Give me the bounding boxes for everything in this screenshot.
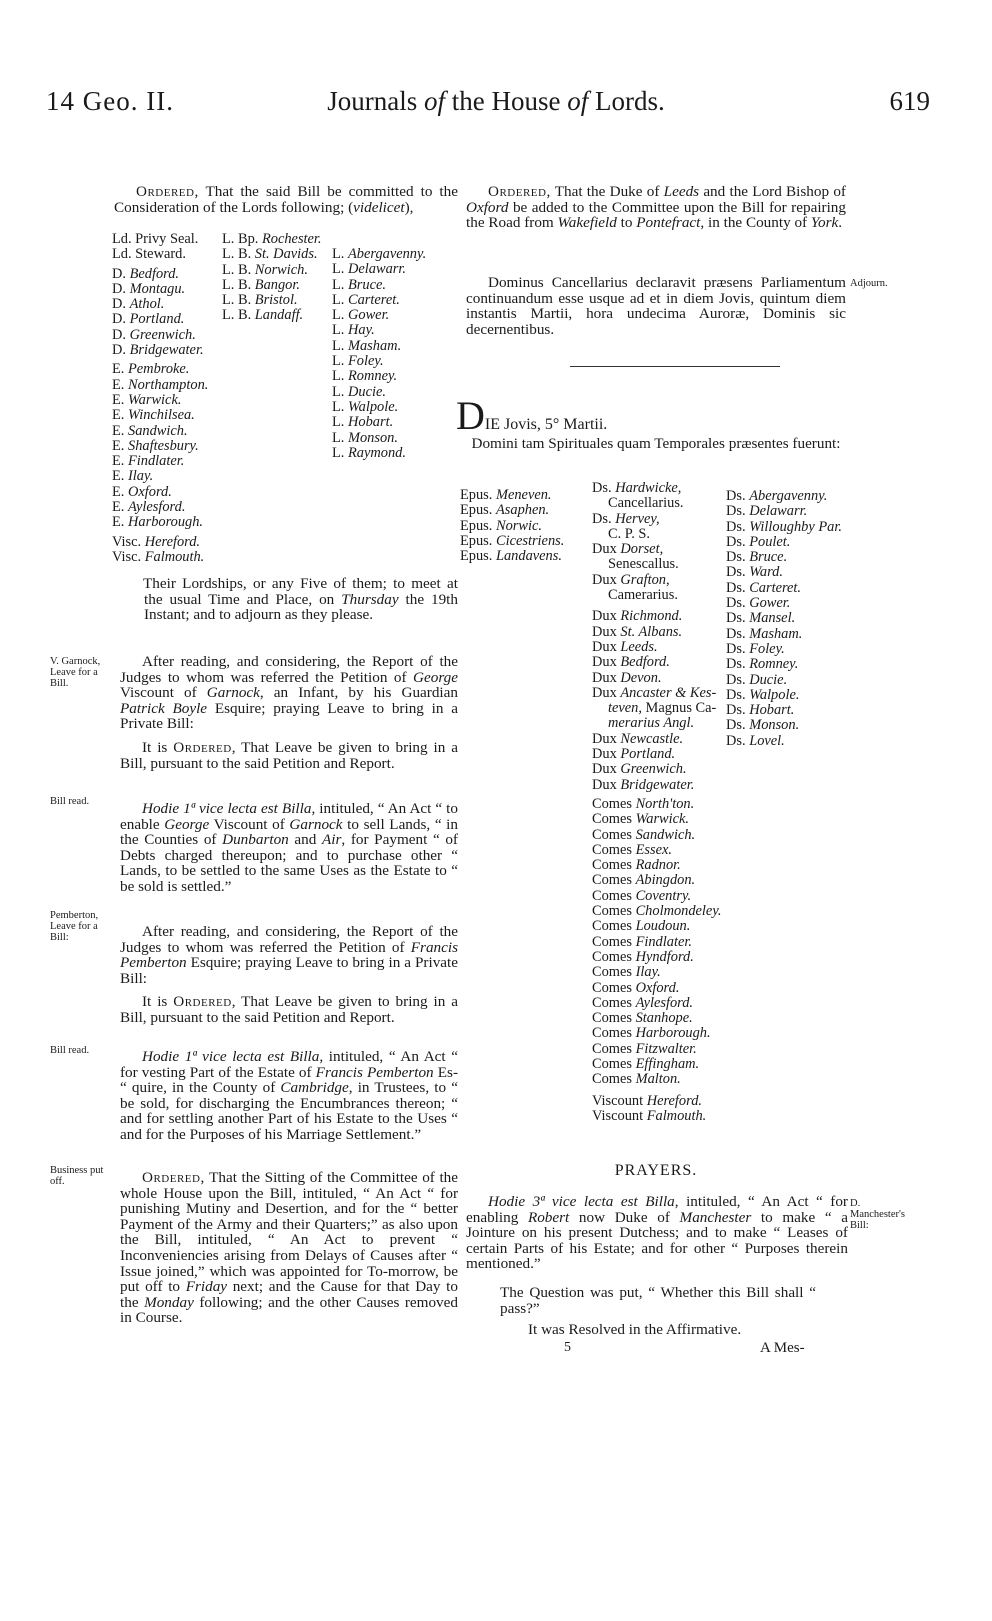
bishops-present-list: [460, 488, 564, 564]
name-entry: Visc. Hereford.: [112, 533, 201, 550]
name-entry: Senescallus.: [608, 556, 679, 573]
margin-note-pemberton: Pemberton, Leave for a Bill:: [50, 910, 99, 943]
name-entry: E. Sandwich.: [112, 422, 188, 439]
name-entry: Dux Portland.: [592, 746, 676, 763]
name-entry: Dux St. Albans.: [592, 623, 683, 640]
name-entry: Comes Hyndford.: [592, 948, 694, 965]
name-entry: Viscount Hereford.: [592, 1092, 702, 1109]
name-entry: L. Ducie.: [332, 383, 386, 400]
margin-note-adjourn: Adjourn.: [850, 278, 888, 289]
name-entry: L. Bp. Rochester.: [222, 231, 322, 247]
name-entry: Dux Greenwich.: [592, 761, 687, 778]
name-entry: L. Masham.: [332, 337, 402, 354]
name-entry: Ds. Romney.: [726, 656, 799, 673]
garnock-leave-order: It is Ordered, That Leave be given to bring in a Bill, pursuant to the said Petition and Report.: [120, 739, 458, 772]
name-entry: L. Hay.: [332, 322, 375, 339]
name-entry: L. Monson.: [332, 429, 398, 446]
name-entry: L. Carteret.: [332, 291, 400, 308]
name-entry: Ds. Masham.: [726, 625, 803, 642]
name-entry: D. Athol.: [112, 296, 165, 313]
name-entry: Epus. Asaphen.: [460, 502, 550, 519]
name-entry: Comes Abingdon.: [592, 872, 696, 889]
margin-note-bill-read-2: Bill read.: [50, 1045, 90, 1056]
name-entry: L. B. Landaff.: [222, 307, 304, 324]
name-entry: L. B. Norwich.: [222, 261, 308, 278]
name-entry: E. Pembroke.: [112, 361, 190, 378]
name-entry: L. Gower.: [332, 307, 390, 324]
name-entry: Comes Radnor.: [592, 857, 681, 874]
name-entry: L. Walpole.: [332, 398, 399, 415]
lords-present-intro: Domini tam Spirituales quam Temporales præsentes fuerunt:: [471, 435, 841, 452]
name-entry: Ds. Willoughby Par.: [726, 518, 842, 535]
name-entry: L. Bruce.: [332, 276, 386, 293]
name-entry: Dux Richmond.: [592, 608, 683, 625]
name-entry: L. B. Bangor.: [222, 276, 300, 293]
name-entry: merarius Angl.: [608, 715, 695, 732]
name-entry: Comes Stanhope.: [592, 1010, 693, 1027]
name-entry: E. Oxford.: [112, 483, 172, 500]
name-entry: Comes Fitzwalter.: [592, 1040, 697, 1057]
pemberton-bill-reading: Hodie 1ª vice lecta est Billa, intituled, “ An Act “ for vesting Part of the Estate of Francis Pemberton Es- “ quire, in the County of Cambridge, in Trustees, to “ be sold, for discharging the Encumbrances thereon; “ and for settling another Part of his Estate to the Uses “ and for the Purposes of his Marriage Settlement.”: [120, 1048, 458, 1143]
meeting-instruction: Their Lordships, or any Five of them; to meet at the usual Time and Place, on Thursday the 19th Instant; and to adjourn as they please.: [143, 575, 458, 624]
name-entry: Comes Oxford.: [592, 979, 680, 996]
name-entry: Epus. Norwic.: [460, 517, 542, 534]
name-entry: Ds. Foley.: [726, 640, 785, 657]
name-entry: Dux Leeds.: [592, 638, 658, 655]
signature-mark: 5: [564, 1340, 571, 1355]
name-entry: Comes Aylesford.: [592, 994, 693, 1011]
sitting-heading: DIE Jovis, 5° Martii.: [456, 393, 608, 438]
name-entry: Ds. Ducie.: [726, 671, 788, 688]
name-entry: Ds. Hervey,: [592, 510, 660, 527]
name-entry: Cancellarius.: [608, 495, 684, 512]
name-entry: E. Harborough.: [112, 514, 204, 531]
business-put-off-order: Ordered, That the Sitting of the Committee of the whole House upon the Bill, intituled, “ An Act “ for punishing Mutiny and Desertion, and for the “ better Payment of the Army and their Quarters;” as also upon the Bill, intituled, “ An Act to prevent “ Inconveniencies arising from Delays of Causes after “ Issue joined,” which was appointed for To-morrow, be put off to Friday next; and the Cause for that Day to the Monday following; and the other Causes removed in Course.: [120, 1169, 458, 1327]
name-entry: Comes North'ton.: [592, 795, 695, 812]
name-entry: Dux Ancaster & Kes-: [592, 684, 717, 701]
committee-addition-order: Ordered, That the Duke of Leeds and the Lord Bishop of Oxford be added to the Committee upon the Bill for repairing the Road from Wakefield to Pontefract, in the County of York.: [466, 183, 846, 232]
header-title: Journals of the House of Lords.: [327, 86, 665, 116]
name-entry: Ds. Bruce.: [726, 549, 788, 566]
prayers-heading: PRAYERS.: [614, 1162, 698, 1179]
name-entry: Ld. Privy Seal.: [112, 231, 199, 247]
barons-present-list: [726, 489, 842, 749]
name-entry: C. P. S.: [608, 525, 650, 542]
name-entry: Comes Malton.: [592, 1071, 681, 1088]
name-entry: Comes Harborough.: [592, 1025, 711, 1042]
margin-note-business-put-off: Business put off.: [50, 1165, 104, 1187]
name-entry: Dux Devon.: [592, 669, 662, 686]
name-entry: E. Aylesford.: [112, 499, 186, 516]
name-entry: Comes Loudoun.: [592, 918, 691, 935]
name-entry: E. Ilay.: [112, 468, 154, 485]
name-entry: Dux Bridgewater.: [592, 776, 695, 793]
section-divider: [570, 366, 780, 367]
name-entry: Ds. Lovel.: [726, 732, 785, 749]
name-entry: D. Montagu.: [112, 280, 186, 297]
name-entry: Dux Dorset,: [592, 541, 664, 558]
name-entry: Ds. Mansel.: [726, 610, 796, 627]
name-entry: Comes Warwick.: [592, 811, 690, 828]
name-entry: E. Winchilsea.: [112, 407, 195, 424]
margin-note-bill-read-1: Bill read.: [50, 796, 90, 807]
dukes-earls-present-list: [592, 481, 722, 1124]
name-entry: Ds. Poulet.: [726, 533, 791, 550]
resolution: It was Resolved in the Affirmative.: [528, 1321, 742, 1338]
header-regnal-year: 14 Geo. II.: [46, 86, 174, 116]
name-entry: D. Greenwich.: [112, 326, 196, 343]
margin-note-garnock: V. Garnock, Leave for a Bill.: [50, 656, 101, 689]
committal-order: Ordered, That the said Bill be committed to the Consideration of the Lords following; (videlicet),: [114, 183, 458, 216]
name-entry: E. Shaftesbury.: [112, 437, 199, 454]
committee-bishops-list: [222, 232, 322, 324]
name-entry: Ds. Delawarr.: [726, 503, 808, 520]
name-entry: Ds. Ward.: [726, 564, 783, 581]
name-entry: Ds. Abergavenny.: [726, 488, 828, 504]
name-entry: teven, Magnus Ca-: [608, 700, 717, 717]
name-entry: Ld. Steward.: [112, 246, 186, 263]
name-entry: Ds. Hardwicke,: [592, 480, 682, 496]
garnock-report: After reading, and considering, the Report of the Judges to whom was referred the Petition of George Viscount of Garnock, an Infant, by his Guardian Patrick Boyle Esquire; praying Leave to bring in a Private Bill:: [120, 653, 459, 733]
name-entry: E. Northampton.: [112, 376, 209, 393]
name-entry: Ds. Hobart.: [726, 702, 795, 719]
committee-barons-list: [332, 247, 426, 461]
name-entry: D. Portland.: [112, 311, 185, 328]
name-entry: L. Delawarr.: [332, 261, 406, 278]
name-entry: Ds. Carteret.: [726, 579, 802, 596]
name-entry: L. Abergavenny.: [332, 246, 427, 262]
name-entry: L. B. St. Davids.: [222, 246, 318, 263]
name-entry: Comes Coventry.: [592, 887, 692, 904]
name-entry: Comes Essex.: [592, 841, 672, 858]
name-entry: Comes Findlater.: [592, 933, 692, 950]
name-entry: Ds. Walpole.: [726, 686, 800, 703]
name-entry: Epus. Landavens.: [460, 548, 562, 565]
page-number: 619: [889, 86, 930, 116]
garnock-bill-reading: Hodie 1ª vice lecta est Billa, intituled, “ An Act “ to enable George Viscount of Garnock to sell Lands, “ in the Counties of Dunbarton and Air, for Payment “ of Debts charged thereupon; and to purchase other “ Lands, to be settled to the same Uses as the Estate to “ be sold is settled.”: [120, 800, 458, 895]
name-entry: D. Bridgewater.: [112, 342, 204, 359]
name-entry: L. Romney.: [332, 368, 398, 385]
name-entry: Comes Effingham.: [592, 1055, 700, 1072]
manchester-bill-reading: Hodie 3ª vice lecta est Billa, intituled, “ An Act “ for enabling Robert now Duke of Manchester to make “ a Jointure on his present Dutchess; and to make “ Leases of certain Parts of his Estate; and for other “ Purposes therein mentioned.”: [466, 1193, 848, 1273]
name-entry: Camerarius.: [608, 587, 678, 604]
catchword: A Mes-: [760, 1340, 805, 1356]
name-entry: Epus. Cicestriens.: [460, 532, 565, 549]
pemberton-leave-order: It is Ordered, That Leave be given to bring in a Bill, pursuant to the said Petition and Report.: [120, 993, 458, 1026]
name-entry: Ds. Monson.: [726, 717, 800, 734]
name-entry: E. Findlater.: [112, 453, 185, 470]
margin-note-manchester: D. Manchester's Bill:: [850, 1198, 905, 1231]
name-entry: D. Bedford.: [112, 265, 180, 282]
name-entry: Comes Ilay.: [592, 964, 661, 981]
committee-lords-list: [112, 232, 208, 565]
name-entry: L. Raymond.: [332, 444, 406, 461]
name-entry: E. Warwick.: [112, 391, 182, 408]
name-entry: Viscount Falmouth.: [592, 1107, 707, 1124]
name-entry: Epus. Meneven.: [460, 487, 552, 503]
name-entry: L. B. Bristol.: [222, 292, 298, 309]
name-entry: Dux Grafton,: [592, 571, 670, 588]
pemberton-report: After reading, and considering, the Report of the Judges to whom was referred the Petition of Francis Pemberton Esquire; praying Leave to bring in a Private Bill:: [120, 923, 458, 987]
name-entry: Comes Cholmondeley.: [592, 903, 722, 920]
name-entry: L. Hobart.: [332, 414, 394, 431]
question-put: The Question was put, “ Whether this Bill shall “ pass?”: [500, 1284, 816, 1317]
name-entry: Dux Bedford.: [592, 654, 670, 671]
adjournment-declaration: Dominus Cancellarius declaravit præsens Parliamentum continuandum esse usque ad et in diem Jovis, quintum diem instantis Martii, hora undecima Auroræ, Dominis sic decernentibus.: [466, 274, 846, 338]
name-entry: Ds. Gower.: [726, 595, 791, 612]
name-entry: Dux Newcastle.: [592, 730, 684, 747]
name-entry: Comes Sandwich.: [592, 826, 696, 843]
name-entry: L. Foley.: [332, 353, 384, 370]
name-entry: Visc. Falmouth.: [112, 548, 205, 565]
